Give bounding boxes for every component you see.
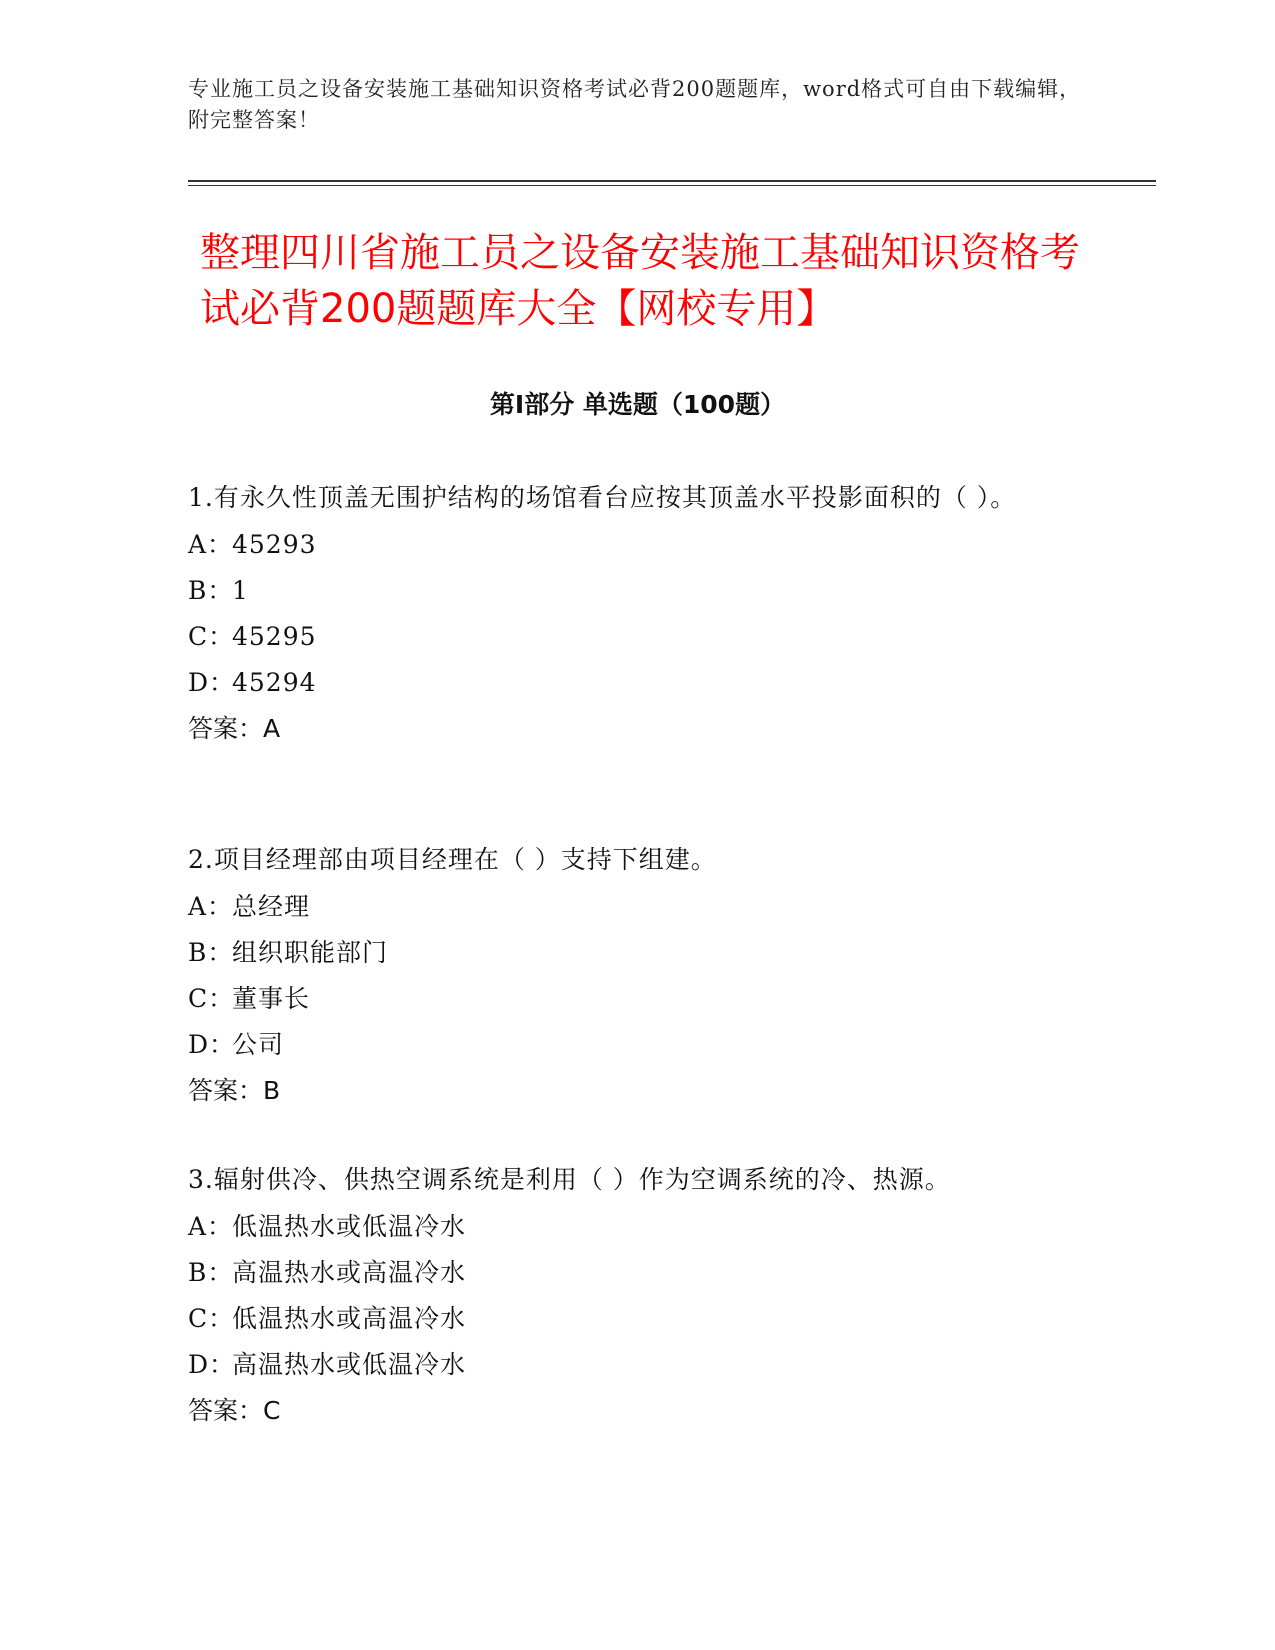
question-stem: 2.项目经理部由项目经理在（ ）支持下组建。	[188, 845, 717, 874]
option-c	[188, 1296, 1088, 1342]
answer: 答案：A	[188, 714, 281, 743]
question-1	[188, 474, 1088, 752]
section-title: 第Ⅰ部分 单选题（100题）	[489, 390, 786, 419]
option-text: 董事长	[232, 984, 311, 1013]
option-key: D：	[188, 668, 236, 697]
option-c	[188, 614, 1088, 660]
option-a	[188, 884, 1088, 930]
option-key: B：	[188, 1258, 234, 1287]
option-d	[188, 660, 1088, 706]
option-b	[188, 568, 1088, 614]
question-stem: 3.辐射供冷、供热空调系统是利用（ ）作为空调系统的冷、热源。	[188, 1165, 951, 1194]
option-text: 公司	[232, 1030, 285, 1059]
question-2	[188, 836, 1088, 1114]
option-text: 低温热水或高温冷水	[232, 1304, 467, 1333]
option-d	[188, 1022, 1088, 1068]
option-b	[188, 930, 1088, 976]
option-text: 组织职能部门	[232, 938, 389, 967]
option-key: A：	[188, 1212, 234, 1241]
option-text: 45293	[232, 530, 317, 559]
option-key: A：	[188, 892, 234, 921]
header-rule-thick	[188, 180, 1156, 182]
option-text: 总经理	[232, 892, 311, 921]
option-key: B：	[188, 576, 234, 605]
answer: 答案：B	[188, 1076, 281, 1105]
option-key: B：	[188, 938, 234, 967]
option-text: 1	[232, 576, 249, 605]
option-c	[188, 976, 1088, 1022]
option-key: C：	[188, 984, 235, 1013]
option-key: C：	[188, 1304, 235, 1333]
option-a	[188, 1204, 1088, 1250]
answer: 答案：C	[188, 1396, 281, 1425]
document-title: 整理四川省施工员之设备安装施工基础知识资格考试必背200题题库大全【网校专用】	[200, 230, 1080, 332]
option-d	[188, 1342, 1088, 1388]
header-rule-thin	[188, 185, 1156, 186]
option-text: 高温热水或高温冷水	[232, 1258, 467, 1287]
question-stem: 1.有永久性顶盖无围护结构的场馆看台应按其顶盖水平投影面积的（ ）。	[188, 483, 1017, 512]
header-note: 专业施工员之设备安装施工基础知识资格考试必背200题题库，word格式可自由下载编辑，附完整答案！	[188, 77, 1082, 132]
option-text: 低温热水或低温冷水	[232, 1212, 467, 1241]
option-text: 45295	[232, 622, 317, 651]
option-key: A：	[188, 530, 234, 559]
option-key: C：	[188, 622, 235, 651]
option-key: D：	[188, 1350, 236, 1379]
question-3	[188, 1156, 1088, 1434]
option-b	[188, 1250, 1088, 1296]
option-a	[188, 522, 1088, 568]
option-key: D：	[188, 1030, 236, 1059]
option-text: 45294	[232, 668, 317, 697]
option-text: 高温热水或低温冷水	[232, 1350, 467, 1379]
